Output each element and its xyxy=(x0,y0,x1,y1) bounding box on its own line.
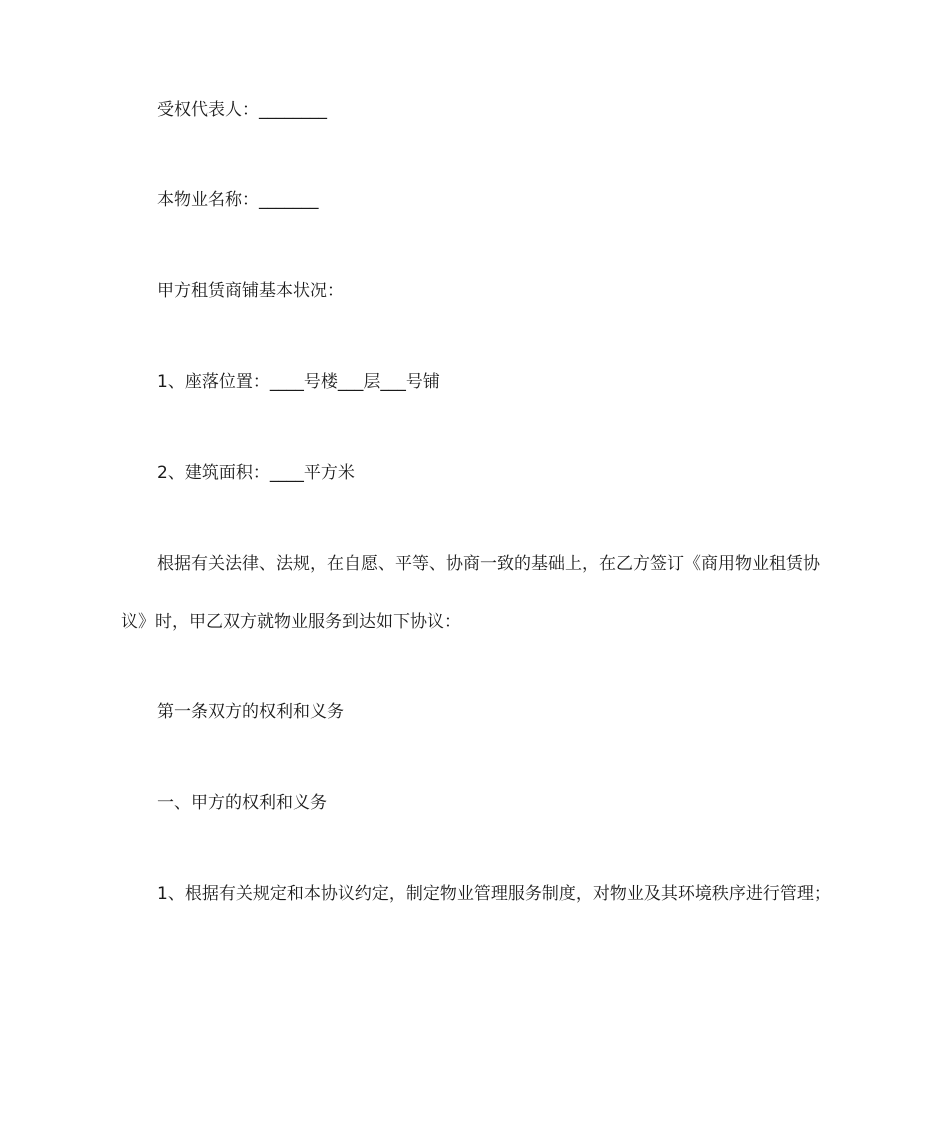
floor-area-line: 2、建筑面积：____平方米 xyxy=(157,463,355,483)
article-one-heading: 第一条双方的权利和义务 xyxy=(157,702,344,722)
shop-basic-status-heading: 甲方租赁商铺基本状况： xyxy=(157,281,344,301)
party-a-clause-1-paragraph: 1、根据有关规定和本协议约定，制定物业管理服务制度，对物业及其环境秩序进行管理； xyxy=(157,884,831,904)
property-name-line: 本物业名称：_______ xyxy=(157,190,319,210)
agreement-preamble-paragraph: 根据有关法律、法规，在自愿、平等、协商一致的基础上，在乙方签订《商用物业租赁协议》时，甲乙双方就物业服务到达如下协议： xyxy=(121,554,820,632)
location-line: 1、座落位置：____号楼___层___号铺 xyxy=(157,372,440,392)
authorized-representative-line: 受权代表人：________ xyxy=(157,100,327,120)
party-a-rights-heading: 一、甲方的权利和义务 xyxy=(157,793,327,813)
